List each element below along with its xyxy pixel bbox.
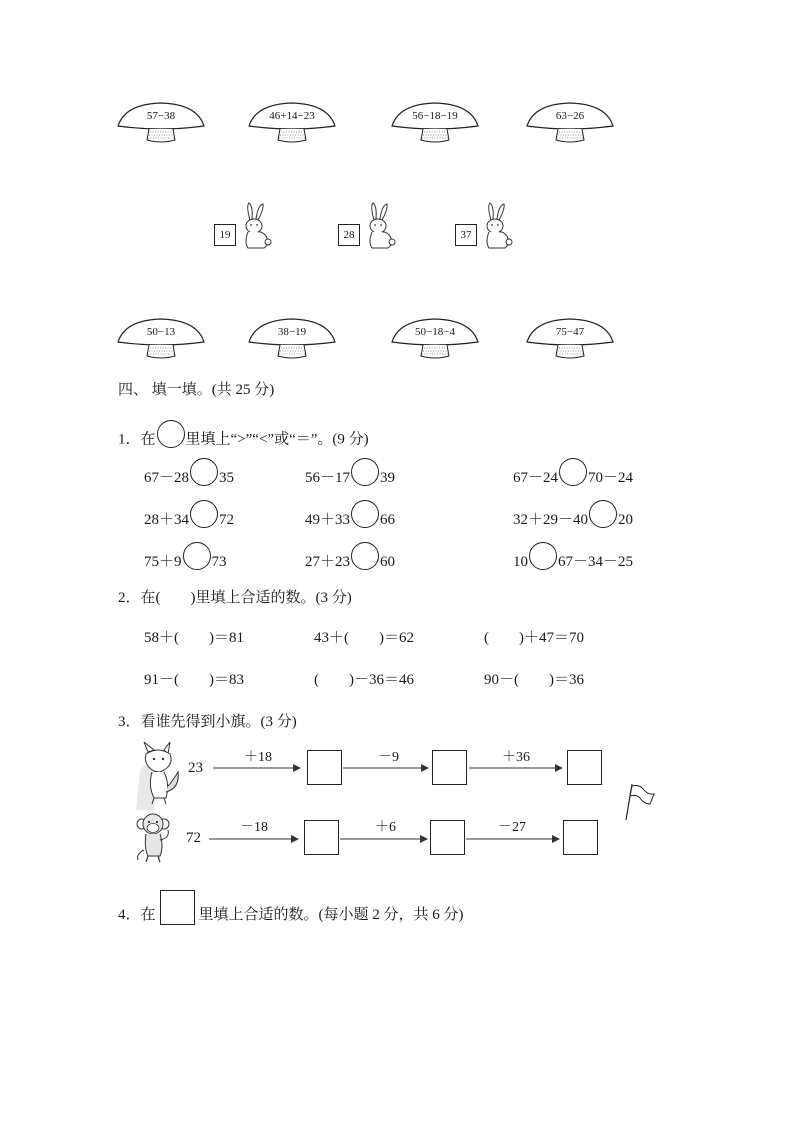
compare-right: 39 (380, 470, 396, 486)
q1-prefix: 在 (140, 431, 156, 448)
answer-box[interactable] (307, 750, 342, 785)
mushroom-8 (524, 316, 616, 360)
mushroom-icon (524, 316, 616, 360)
compare-left: 10 (513, 554, 528, 570)
compare-right: 66 (380, 512, 396, 528)
square-icon (160, 890, 195, 925)
rabbit-number: 37 (455, 224, 477, 246)
fox-icon (134, 742, 182, 812)
mushroom-5 (115, 316, 207, 360)
compare-right: 35 (219, 470, 235, 486)
mushroom-label: 46+14−23 (269, 110, 315, 122)
answer-circle[interactable] (190, 500, 218, 528)
q3-title: 3．看谁先得到小旗。(3 分) (118, 714, 297, 730)
q1-number: 1． (118, 431, 141, 448)
start-number: 23 (188, 760, 203, 776)
compare-right: 60 (380, 554, 396, 570)
compare-right: 70－24 (588, 470, 634, 486)
fill-item[interactable]: ( )－36＝46 (314, 672, 414, 688)
fill-item[interactable]: 91－( )＝83 (144, 672, 244, 688)
section-heading: 四、 填一填。(共 25 分) (118, 382, 275, 398)
q4-title (118, 898, 464, 933)
fill-item[interactable]: 90－( )＝36 (484, 672, 584, 688)
rabbit-icon (236, 202, 276, 252)
compare-item (305, 506, 395, 530)
rabbit-number: 28 (338, 224, 360, 246)
answer-box[interactable] (567, 750, 602, 785)
op-label: ＋36 (502, 750, 530, 765)
mushroom-3 (389, 100, 481, 144)
answer-box[interactable] (430, 820, 465, 855)
compare-item (144, 464, 234, 488)
mushroom-icon (115, 316, 207, 360)
fill-item[interactable]: 58＋( )＝81 (144, 630, 244, 646)
mushroom-2 (246, 100, 338, 144)
compare-item (513, 548, 633, 572)
op-label: －27 (498, 820, 526, 835)
arrow-right-icon (213, 763, 303, 773)
op-label: －9 (378, 750, 399, 765)
compare-item (144, 548, 227, 572)
compare-left: 67－24 (513, 470, 559, 486)
arrow-right-icon (343, 763, 431, 773)
fill-item[interactable]: 43＋( )＝62 (314, 630, 414, 646)
compare-item (513, 464, 633, 488)
mushroom-icon (246, 100, 338, 144)
mushroom-label: 38−19 (277, 326, 307, 338)
mushroom-label: 63−26 (555, 110, 585, 122)
mushroom-label: 50−18−4 (415, 326, 455, 338)
arrow-right-icon (466, 834, 562, 844)
answer-circle[interactable] (559, 458, 587, 486)
q1-suffix: 里填上“>”“<”或“＝”。(9 分) (185, 431, 369, 448)
compare-left: 28＋34 (144, 512, 190, 528)
q2-title: 2．在( )里填上合适的数。(3 分) (118, 590, 352, 606)
mushroom-label: 50−13 (146, 326, 176, 338)
mushroom-icon (115, 100, 207, 144)
rabbit-number: 19 (214, 224, 236, 246)
mushroom-4 (524, 100, 616, 144)
arrow-right-icon (469, 763, 565, 773)
q4-suffix: 里填上合适的数。(每小题 2 分，共 6 分) (198, 906, 464, 923)
op-label: ＋6 (375, 820, 396, 835)
arrow-right-icon (340, 834, 430, 844)
answer-circle[interactable] (351, 500, 379, 528)
answer-circle[interactable] (190, 458, 218, 486)
mushroom-icon (524, 100, 616, 144)
mushroom-label: 57−38 (146, 110, 176, 122)
arrow-right-icon (209, 834, 301, 844)
op-label: －18 (240, 820, 268, 835)
rabbit-icon (477, 202, 517, 252)
answer-box[interactable] (432, 750, 467, 785)
answer-circle[interactable] (183, 542, 211, 570)
mushroom-icon (389, 100, 481, 144)
compare-right: 20 (618, 512, 634, 528)
mushroom-1 (115, 100, 207, 144)
mushroom-icon (246, 316, 338, 360)
compare-item (513, 506, 633, 530)
answer-circle[interactable] (351, 542, 379, 570)
answer-circle[interactable] (589, 500, 617, 528)
rabbit-2 (338, 202, 400, 252)
compare-left: 49＋33 (305, 512, 351, 528)
flag-icon (622, 782, 656, 822)
compare-right: 72 (219, 512, 235, 528)
rabbit-3 (455, 202, 517, 252)
fill-item[interactable]: ( )＋47＝70 (484, 630, 584, 646)
compare-item (305, 464, 395, 488)
op-label: ＋18 (244, 750, 272, 765)
q1-title (118, 426, 369, 454)
compare-left: 32＋29－40 (513, 512, 589, 528)
circle-icon (157, 420, 185, 448)
monkey-icon (134, 810, 178, 864)
compare-right: 73 (211, 554, 227, 570)
answer-box[interactable] (563, 820, 598, 855)
answer-circle[interactable] (351, 458, 379, 486)
compare-left: 56－17 (305, 470, 351, 486)
compare-item (305, 548, 395, 572)
mushroom-label: 56−18−19 (412, 110, 458, 122)
rabbit-icon (360, 202, 400, 252)
compare-left: 75＋9 (144, 554, 182, 570)
mushroom-label: 75−47 (555, 326, 585, 338)
answer-circle[interactable] (529, 542, 557, 570)
compare-right: 67－34－25 (558, 554, 634, 570)
start-number: 72 (186, 830, 201, 846)
mushroom-icon (389, 316, 481, 360)
mushroom-7 (389, 316, 481, 360)
compare-left: 27＋23 (305, 554, 351, 570)
answer-box[interactable] (304, 820, 339, 855)
rabbit-1 (214, 202, 276, 252)
q4-number: 4．在 (118, 906, 156, 923)
compare-left: 67－28 (144, 470, 190, 486)
compare-item (144, 506, 234, 530)
mushroom-6 (246, 316, 338, 360)
